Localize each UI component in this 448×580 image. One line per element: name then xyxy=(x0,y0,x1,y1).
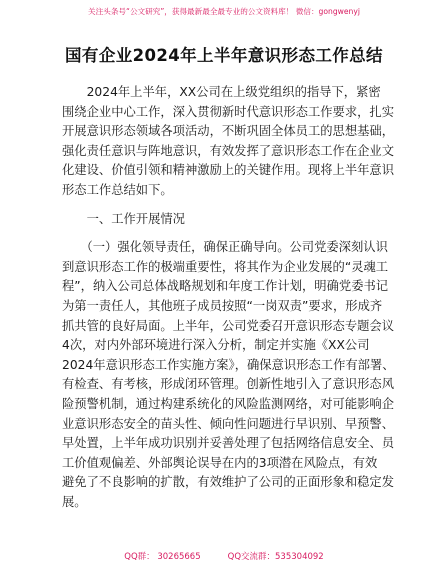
text-line: 强化责任意识与阵地意识，有效发挥了意识形态工作在企业文 xyxy=(62,143,395,158)
text-line: 围绕企业中心工作，深入贯彻新时代意识形态工作要求，扎实 xyxy=(62,104,395,119)
text-line: 到意识形态工作的极端重要性，将其作为企业发展的“灵魂工 xyxy=(62,259,389,274)
text-line: 2024年上半年，XX公司在上级党组织的指导下，紧密 xyxy=(62,85,381,99)
text-line: 抓共管的良好局面。上半年，公司党委召开意识形态专题会议 xyxy=(62,318,395,333)
text-line: 形态工作总结如下。 xyxy=(62,182,173,197)
text-line: 业意识形态安全的苗头性、倾向性问题进行早识别、早预警、 xyxy=(62,416,395,431)
top-banner: 关注头条号“公文研究”，获得最新最全最专业的公文资料库！ 微信：gongwenyj xyxy=(88,7,360,16)
text-line: 开展意识形态领域各项活动，不断巩固全体员工的思想基础， xyxy=(62,124,395,139)
document-title: 国有企业2024年上半年意识形态工作总结 xyxy=(65,46,383,65)
text-line: 避免了不良影响的扩散，有效维护了公司的正面形象和稳定发 xyxy=(62,475,395,490)
intro-paragraph xyxy=(62,83,396,201)
text-line: 2024年意识形态工作实施方案》，确保意识形态工作有部署、 xyxy=(62,357,395,372)
text-line: 险预警机制，通过构建系统化的风险监测网络，对可能影响企 xyxy=(62,396,395,411)
text-line: 程”，纳入公司总体战略规划和年度工作计划，明确党委书记 xyxy=(62,279,389,294)
text-line: 早处置，上半年成功识别并妥善处理了包括网络信息安全、员 xyxy=(62,436,395,451)
text-line: 展。 xyxy=(62,494,87,509)
body-paragraph xyxy=(62,238,396,512)
text-line: （一）强化领导责任，确保正确导向。公司党委深刻认识 xyxy=(62,240,388,255)
document-body xyxy=(62,83,396,512)
footer-contact: QQ群： 30265665 QQ交流群：535304092 xyxy=(124,552,324,562)
text-line: 工价值观偏差、外部舆论误导在内的3项潜在风险点，有效 xyxy=(62,455,378,470)
text-line: 有检查、有考核，形成闭环管理。创新性地引入了意识形态风 xyxy=(62,377,395,392)
section-heading: 一、工作开展情况 xyxy=(62,211,185,226)
text-line: 为第一责任人，其他班子成员按照“一岗双责”要求，形成齐 xyxy=(62,298,383,313)
text-line: 化建设、价值引领和精神激励上的关键作用。现将上半年意识 xyxy=(62,163,395,178)
text-line: 4次，对内外部环境进行深入分析，制定并实施《XX公司 xyxy=(62,338,370,353)
